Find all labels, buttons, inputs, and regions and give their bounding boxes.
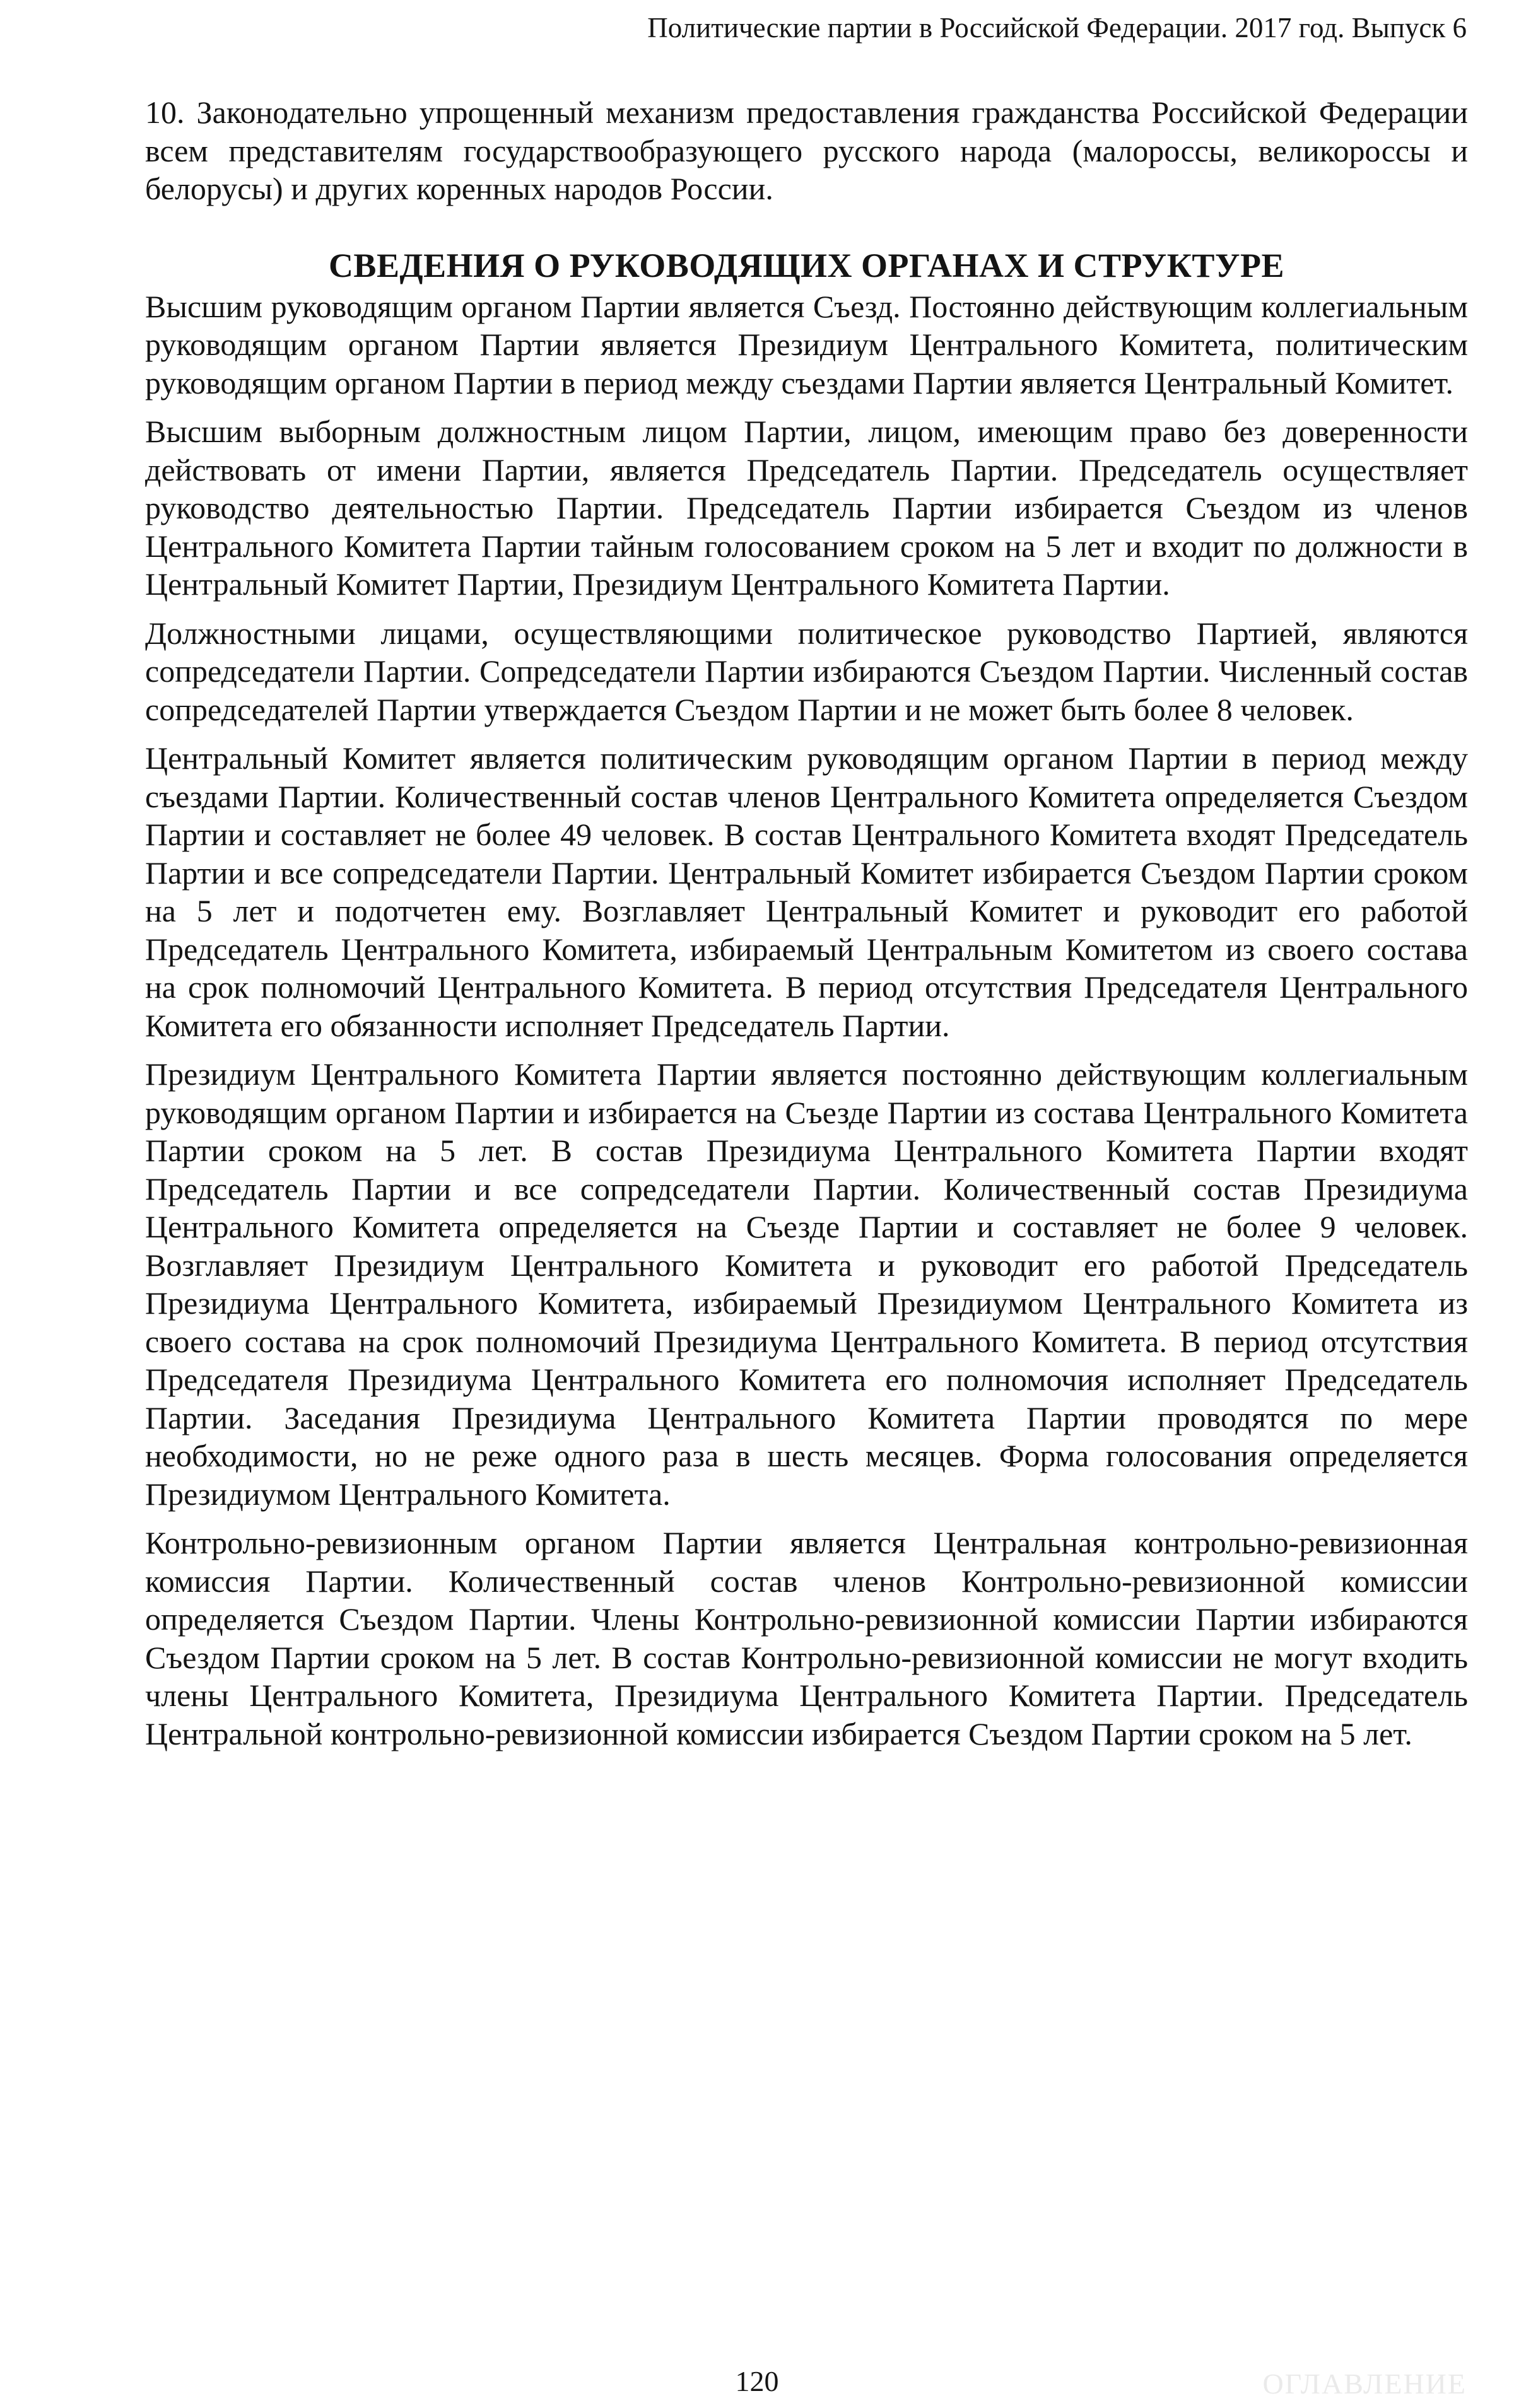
running-header: Политические партии в Российской Федерации. 2017 год. Выпуск 6 bbox=[647, 12, 1467, 44]
paragraph-audit-commission: Контрольно-ревизионным органом Партии является Центральная контрольно-ревизионная комиссия Партии. Количественный состав членов Контрольно-ревизионной комиссии определяется Съездом Партии. Члены Контрольно-ревизионной комиссии Партии избираются Съездом Партии сроком на 5 лет. В состав Контрольно-ревизионной комиссии не могут входить члены Центрального Комитета, Президиума Центрального Комитета Партии. Председатель Центральной контрольно-ревизионной комиссии избирается Съездом Партии сроком на 5 лет. bbox=[145, 1525, 1468, 1751]
paragraph-central-committee: Центральный Комитет является политическим руководящим органом Партии в период между съездами Партии. Количественный состав членов Центрального Комитета определяется Съездом Партии и составляет не более 49 человек. В состав Центрального Комитета входят Председатель Партии и все сопредседатели Партии. Центральный Комитет избирается Съездом Партии сроком на 5 лет и подотчетен ему. Возглавляет Центральный Комитет и руководит его работой Председатель Центрального Комитета, избираемый Центральным Комитетом из своего состава на срок полномочий Центрального Комитета. В период отсутствия Председателя Центрального Комитета его обязанности исполняет Председатель Партии. bbox=[145, 740, 1468, 1043]
page-number: 120 bbox=[735, 2365, 779, 2397]
list-item-10: 10. Законодательно упрощенный механизм предоставления гражданства Российской Федерации всем представителям государствообразующего русского народа (малороссы, великороссы и белорусы) и других коренных народов России. bbox=[145, 95, 1468, 206]
paragraph-presidium: Президиум Центрального Комитета Партии является постоянно действующим коллегиальным руководящим органом Партии и избирается на Съезде Партии из состава Центрального Комитета Партии сроком на 5 лет. В состав Президиума Центрального Комитета Партии входят Председатель Партии и все сопредседатели Партии. Количественный состав Президиума Центрального Комитета определяется на Съезде Партии и составляет не более 9 человек. Возглавляет Президиум Центрального Комитета и руководит его работой Председатель Президиума Центрального Комитета, избираемый Президиумом Центрального Комитета из своего состава на срок полномочий Президиума Центрального Комитета. В период отсутствия Председателя Президиума Центрального Комитета его полномочия исполняет Председатель Партии. Заседания Президиума Центрального Комитета Партии проводятся по мере необходимости, но не реже одного раза в шесть месяцев. Форма голосования определяется Президиумом Центрального Комитета. bbox=[145, 1056, 1468, 1512]
paragraph-supreme-body: Высшим руководящим органом Партии является Съезд. Постоянно действующим коллегиальным руководящим органом Партии является Президиум Центрального Комитета, политическим руководящим органом Партии в период между съездами Партии является Центральный Комитет. bbox=[145, 288, 1468, 400]
paragraph-co-chairmen: Должностными лицами, осуществляющими политическое руководство Партией, являются сопредседатели Партии. Сопредседатели Партии избираются Съездом Партии. Численный состав сопредседателей Партии утверждается Съездом Партии и не может быть более 8 человек. bbox=[145, 615, 1468, 727]
table-of-contents-link[interactable]: ОГЛАВЛЕНИЕ bbox=[1262, 2368, 1467, 2400]
section-heading: СВЕДЕНИЯ О РУКОВОДЯЩИХ ОРГАНАХ И СТРУКТУРЕ bbox=[328, 246, 1285, 284]
page-content bbox=[145, 93, 1468, 1753]
paragraph-party-chairman: Высшим выборным должностным лицом Партии, лицом, имеющим право без доверенности действовать от имени Партии, является Председатель Партии. Председатель осуществляет руководство деятельностью Партии. Председатель Партии избирается Съездом из членов Центрального Комитета Партии тайным голосованием сроком на 5 лет и входит по должности в Центральный Комитет Партии, Президиум Центрального Комитета Партии. bbox=[145, 414, 1468, 602]
